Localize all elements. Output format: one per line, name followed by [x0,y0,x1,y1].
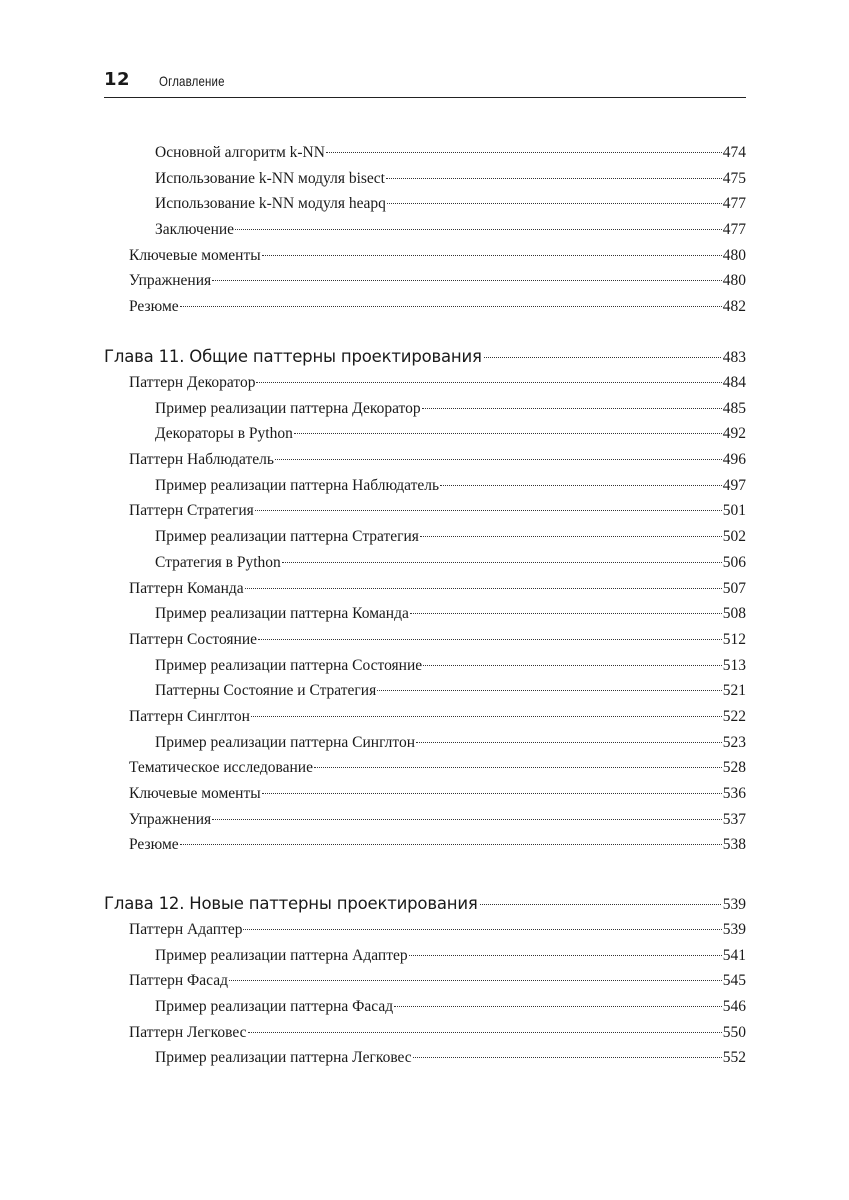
dot-leader [180,306,722,307]
entry-page-number: 550 [722,1023,746,1041]
dot-leader [314,767,722,768]
dot-leader [262,793,722,794]
page-number: 12 [104,69,131,90]
entry-title: Глава 11. Общие паттерны проектирования [104,347,482,366]
toc-entry[interactable] [104,730,746,756]
toc-entry[interactable] [104,191,746,217]
entry-page-number: 521 [722,682,746,700]
toc-entry[interactable] [104,704,746,730]
entry-title: Использование k-NN модуля heapq [155,195,386,213]
entry-title: Паттерн Команда [129,579,244,597]
toc-entry[interactable] [104,627,746,653]
entry-page-number: 475 [722,169,746,187]
toc-entry[interactable] [104,217,746,243]
entry-page-number: 480 [722,246,746,264]
entry-title: Паттерн Декоратор [129,374,256,391]
entry-title: Пример реализации паттерна Команда [155,605,409,623]
entry-page-number: 477 [722,221,746,239]
entry-title: Использование k-NN модуля bisect [155,169,385,187]
entry-page-number: 484 [722,374,746,391]
entry-title: Паттерн Адаптер [129,921,243,938]
toc-entry[interactable] [104,243,746,269]
dot-leader [262,255,722,256]
dot-leader [410,613,722,614]
toc-entry[interactable] [104,755,746,781]
entry-page-number: 480 [722,272,746,290]
entry-title: Стратегия в Python [155,553,281,571]
entry-page-number: 512 [722,630,746,648]
entry-page-number: 552 [722,1049,746,1067]
entry-page-number: 513 [722,656,746,674]
entry-page-number: 483 [722,349,746,366]
entry-page-number: 528 [722,759,746,777]
entry-title: Пример реализации паттерна Состояние [155,656,423,674]
dot-leader [386,178,722,179]
entry-page-number: 545 [722,972,746,990]
entry-page-number: 539 [722,896,746,913]
entry-page-number: 508 [722,605,746,623]
entry-title: Пример реализации паттерна Адаптер [155,946,408,964]
toc-entry[interactable] [104,781,746,807]
toc-entry[interactable] [104,550,746,576]
dot-leader [416,742,722,743]
entry-page-number: 501 [722,502,746,520]
dot-leader [394,1006,722,1007]
toc-chapter-12 [104,891,746,1071]
dot-leader [275,459,722,460]
entry-page-number: 506 [722,553,746,571]
toc-entry[interactable] [104,268,746,294]
toc-entry[interactable] [104,994,746,1020]
entry-title: Пример реализации паттерна Фасад [155,998,394,1016]
entry-page-number: 497 [722,476,746,494]
toc-entry[interactable] [104,294,746,320]
dot-leader [420,536,722,537]
entry-title: Пример реализации паттерна Декоратор [155,399,421,417]
entry-page-number: 539 [722,921,746,938]
entry-page-number: 477 [722,195,746,213]
toc-entry[interactable] [104,370,746,396]
entry-title: Паттерны Состояние и Стратегия [155,682,377,700]
entry-title: Резюме [129,298,179,316]
dot-leader [245,588,722,589]
chapter-heading[interactable] [104,891,746,917]
dot-leader [256,382,721,383]
entry-title: Заключение [155,221,235,239]
entry-page-number: 502 [722,528,746,546]
entry-title: Ключевые моменты [129,785,261,802]
toc-entry[interactable] [104,576,746,602]
toc-entry[interactable] [104,807,746,833]
toc-entry[interactable] [104,653,746,679]
entry-title: Декораторы в Python [155,425,293,443]
dot-leader [229,980,722,981]
entry-title: Основной алгоритм k-NN [155,144,325,161]
entry-page-number: 496 [722,451,746,469]
dot-leader [243,929,721,930]
dot-leader [248,1032,722,1033]
entry-title: Паттерн Синглтон [129,707,250,725]
entry-page-number: 474 [722,144,746,161]
entry-page-number: 507 [722,579,746,597]
page-header [104,66,746,98]
entry-title: Пример реализации паттерна Синглтон [155,733,416,751]
entry-title: Паттерн Наблюдатель [129,451,274,469]
dot-leader [413,1057,722,1058]
toc-entry[interactable] [104,524,746,550]
entry-page-number: 523 [722,733,746,751]
toc-entry[interactable] [104,601,746,627]
entry-title: Паттерн Стратегия [129,502,254,520]
entry-title: Пример реализации паттерна Наблюдатель [155,476,440,494]
dot-leader [480,904,721,905]
dot-leader [180,844,722,845]
toc-entry[interactable] [104,678,746,704]
entry-page-number: 522 [722,707,746,725]
entry-page-number: 492 [722,425,746,443]
entry-page-number: 536 [722,785,746,802]
entry-title: Пример реализации паттерна Легковес [155,1049,412,1067]
entry-page-number: 482 [722,298,746,316]
toc-chapter-11 [104,344,746,858]
dot-leader [484,357,721,358]
dot-leader [255,510,722,511]
entry-title: Ключевые моменты [129,246,261,264]
entry-page-number: 538 [722,836,746,854]
entry-title: Пример реализации паттерна Стратегия [155,528,419,546]
dot-leader [212,280,722,281]
entry-title: Паттерн Фасад [129,972,228,990]
toc-entry[interactable] [104,498,746,524]
entry-page-number: 541 [722,946,746,964]
chapter-heading[interactable] [104,344,746,370]
dot-leader [212,819,722,820]
entry-title: Тематическое исследование [129,759,313,777]
running-title: Оглавление [159,73,225,89]
toc-entry[interactable] [104,968,746,994]
toc-entry[interactable] [104,447,746,473]
toc-entry[interactable] [104,832,746,858]
entry-page-number: 537 [722,810,746,828]
toc-entry[interactable] [104,917,746,943]
dot-leader [294,433,722,434]
dot-leader [387,203,722,204]
dot-leader [422,408,722,409]
toc-section-continued [104,140,746,320]
dot-leader [258,639,722,640]
dot-leader [282,562,722,563]
toc-entry[interactable] [104,166,746,192]
toc-entry[interactable] [104,421,746,447]
dot-leader [377,690,722,691]
toc-entry[interactable] [104,1020,746,1046]
toc-entry[interactable] [104,943,746,969]
entry-title: Упражнения [129,810,212,828]
toc-entry[interactable] [104,1045,746,1071]
dot-leader [409,955,722,956]
dot-leader [326,152,722,153]
entry-title: Глава 12. Новые паттерны проектирования [104,894,478,913]
entry-page-number: 546 [722,998,746,1016]
entry-title: Упражнения [129,272,212,290]
toc-entry[interactable] [104,396,746,422]
dot-leader [440,485,722,486]
toc-entry[interactable] [104,140,746,166]
dot-leader [423,665,722,666]
entry-title: Резюме [129,836,179,854]
toc-entry[interactable] [104,473,746,499]
dot-leader [251,716,722,717]
dot-leader [235,229,722,230]
entry-title: Паттерн Состояние [129,630,257,648]
entry-title: Паттерн Легковес [129,1023,247,1041]
entry-page-number: 485 [722,399,746,417]
